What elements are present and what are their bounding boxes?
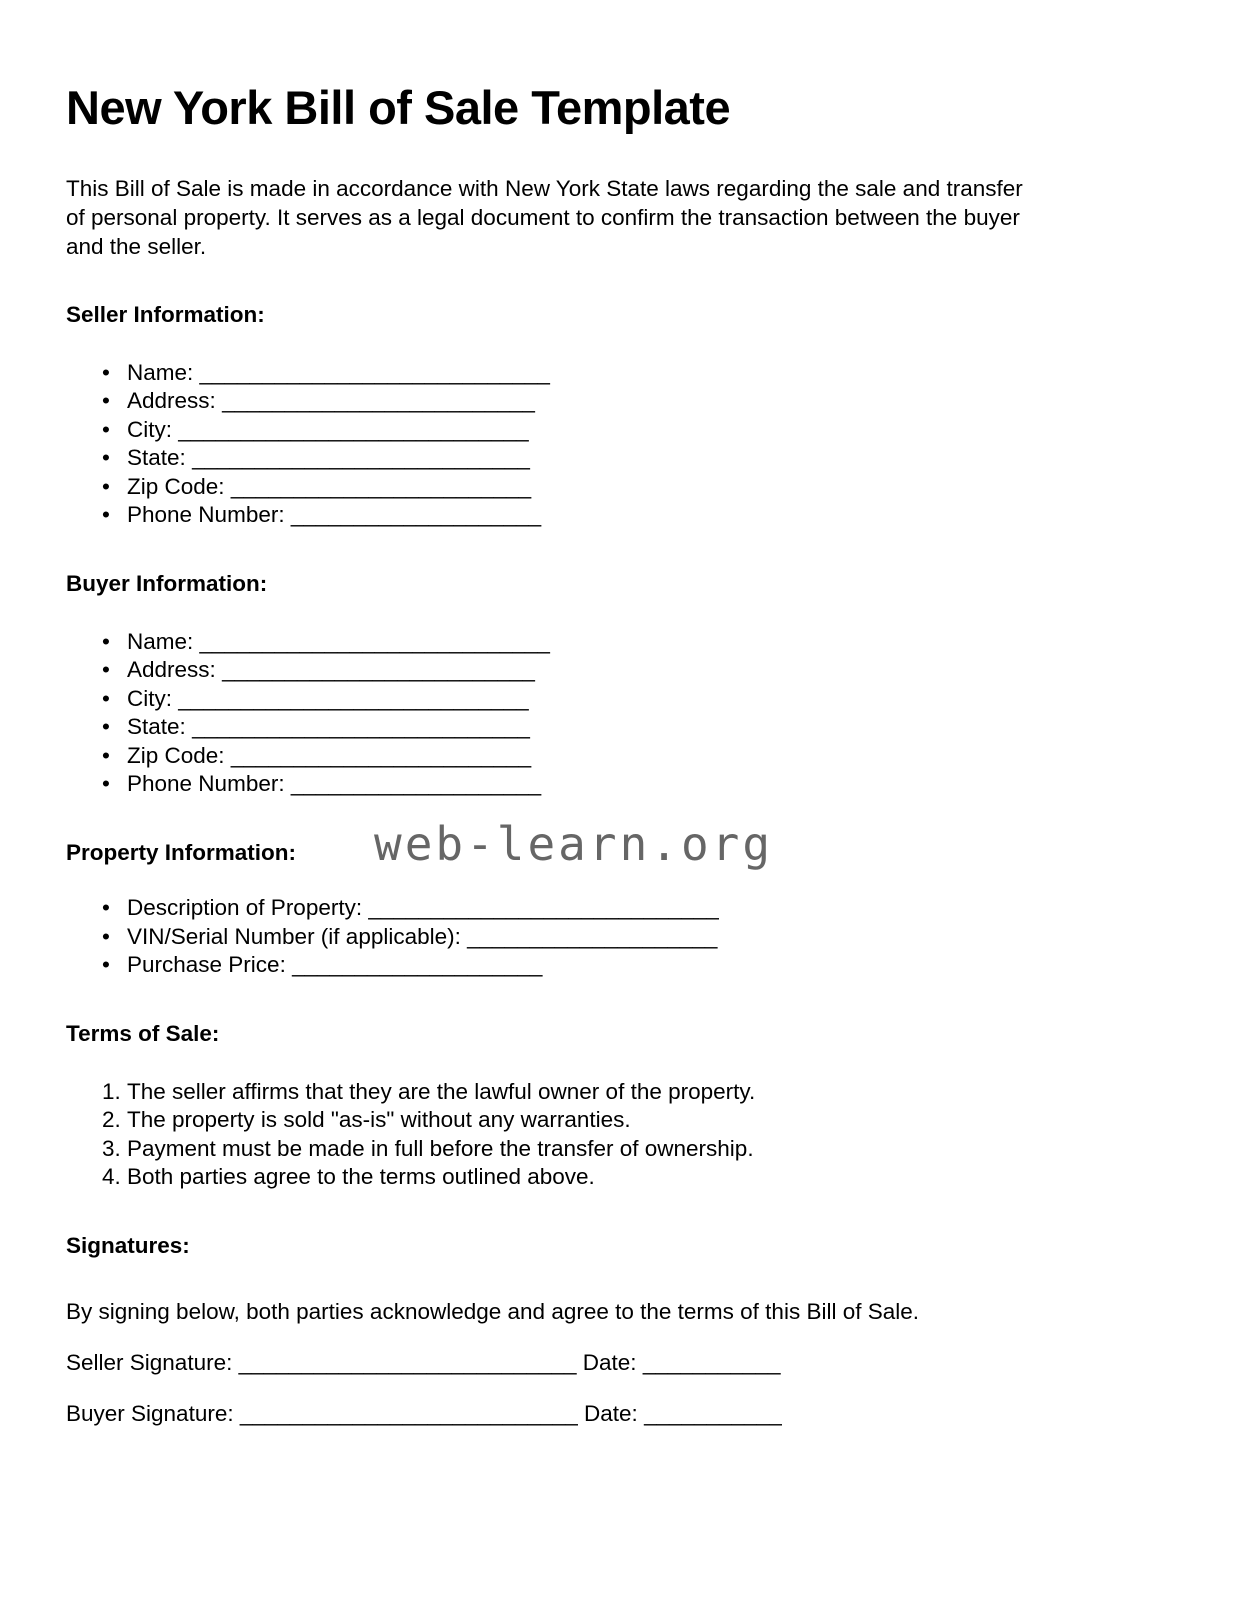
field-label: State: — [127, 714, 186, 740]
fill-in-blank: _________________________ — [222, 657, 535, 683]
terms-of-sale-heading: Terms of Sale: — [66, 1020, 220, 1046]
seller-phone-row — [127, 501, 1169, 530]
fill-in-blank: ____________________ — [290, 502, 542, 528]
fill-in-blank: ____________________________ — [199, 628, 550, 654]
buyer-signature-row — [66, 1399, 1169, 1428]
field-label: Address: — [127, 388, 216, 414]
fill-in-blank: ________________________ — [230, 742, 532, 768]
property-information-heading: Property Information: — [66, 839, 297, 865]
fill-in-blank: _________________________ — [222, 388, 535, 414]
seller-date-blank: ___________ — [642, 1349, 781, 1375]
seller-city-row — [127, 416, 1169, 445]
field-label: Name: — [127, 359, 194, 385]
term-text: The seller affirms that they are the lawful owner of the property. — [127, 1078, 756, 1104]
seller-zip-row — [127, 473, 1169, 502]
watermark-text: web-learn.org — [374, 816, 774, 871]
intro-paragraph: This Bill of Sale is made in accordance with New York State laws regarding the sale and transfer of personal property. It serves as a legal document to confirm the transaction between the buyer and the seller. — [66, 175, 1023, 259]
property-heading-row — [66, 816, 1169, 871]
fill-in-blank: ____________________________ — [178, 685, 529, 711]
fill-in-blank: ____________________________ — [368, 895, 719, 921]
buyer-phone-row — [127, 770, 1169, 799]
term-text: Both parties agree to the terms outlined above. — [127, 1164, 595, 1190]
fill-in-blank: ____________________________ — [199, 359, 550, 385]
field-label: VIN/Serial Number (if applicable): — [127, 923, 461, 949]
seller-signature-row — [66, 1348, 1169, 1377]
property-description-row — [127, 894, 1169, 923]
seller-information-list — [66, 359, 1169, 530]
field-label: Description of Property: — [127, 895, 363, 921]
field-label: Zip Code: — [127, 742, 225, 768]
buyer-zip-row — [127, 742, 1169, 771]
buyer-date-blank: ___________ — [644, 1400, 782, 1426]
fill-in-blank: ___________________________ — [192, 445, 530, 471]
fill-in-blank: ____________________ — [467, 923, 718, 949]
seller-information-heading: Seller Information: — [66, 301, 265, 327]
date-label: Date: — [584, 1400, 638, 1426]
date-label: Date: — [582, 1349, 637, 1375]
field-label: Zip Code: — [127, 473, 225, 499]
term-item — [127, 1106, 1169, 1135]
field-label: City: — [127, 685, 172, 711]
field-label: Phone Number: — [127, 771, 285, 797]
property-price-row — [127, 951, 1169, 980]
seller-signature-label: Seller Signature: — [66, 1349, 233, 1375]
term-item — [127, 1163, 1169, 1192]
field-label: State: — [127, 445, 186, 471]
fill-in-blank: ____________________ — [292, 952, 543, 978]
fill-in-blank: ____________________ — [290, 771, 542, 797]
signatures-heading: Signatures: — [66, 1232, 190, 1258]
page-title: New York Bill of Sale Template — [66, 81, 731, 134]
fill-in-blank: ________________________ — [230, 473, 532, 499]
buyer-state-row — [127, 713, 1169, 742]
seller-signature-blank: ___________________________ — [238, 1349, 577, 1375]
term-text: Payment must be made in full before the transfer of ownership. — [127, 1135, 754, 1161]
term-item — [127, 1078, 1169, 1107]
terms-of-sale-list — [66, 1078, 1169, 1192]
term-item — [127, 1135, 1169, 1164]
buyer-name-row — [127, 628, 1169, 657]
seller-address-row — [127, 387, 1169, 416]
term-text: The property is sold "as-is" without any warranties. — [127, 1107, 631, 1133]
field-label: Phone Number: — [127, 502, 285, 528]
buyer-signature-blank: ___________________________ — [239, 1400, 578, 1426]
buyer-information-heading: Buyer Information: — [66, 570, 268, 596]
seller-state-row — [127, 444, 1169, 473]
field-label: Address: — [127, 657, 216, 683]
fill-in-blank: ____________________________ — [178, 416, 529, 442]
buyer-information-list — [66, 628, 1169, 799]
fill-in-blank: ___________________________ — [192, 714, 530, 740]
field-label: Purchase Price: — [127, 952, 286, 978]
field-label: Name: — [127, 628, 194, 654]
buyer-signature-label: Buyer Signature: — [66, 1400, 234, 1426]
buyer-city-row — [127, 685, 1169, 714]
signatures-note: By signing below, both parties acknowledge and agree to the terms of this Bill of Sale. — [66, 1298, 920, 1324]
buyer-address-row — [127, 656, 1169, 685]
seller-name-row — [127, 359, 1169, 388]
field-label: City: — [127, 416, 172, 442]
property-information-list — [66, 894, 1169, 980]
property-vin-row — [127, 923, 1169, 952]
